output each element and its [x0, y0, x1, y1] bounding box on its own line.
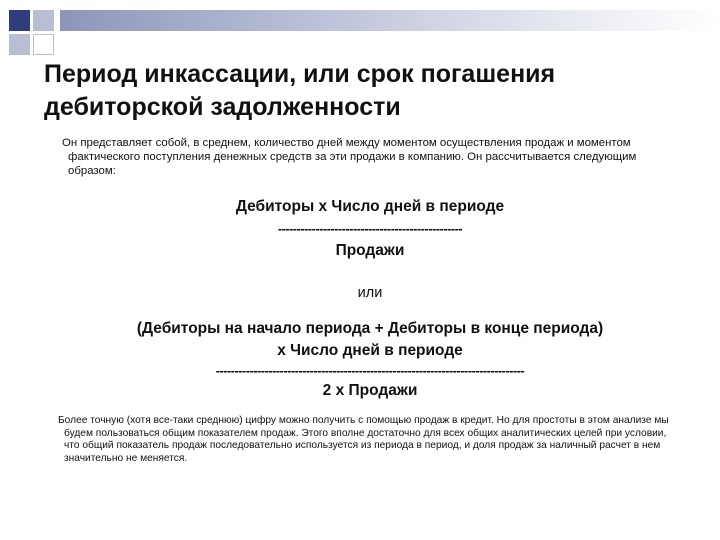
formula2-numerator-line1: (Дебиторы на начало периода + Дебиторы в конце периода)	[136, 320, 604, 337]
formula2-denominator: 2 х Продажи	[322, 382, 418, 399]
corner-square-navy	[9, 10, 30, 31]
formula1-denominator: Продажи	[335, 242, 405, 259]
corner-square-outline	[33, 34, 54, 55]
formula2-fraction-line: ----------------------------------------------------------------------------------	[215, 364, 525, 378]
formula1-fraction-line: -------------------------------------------------	[277, 222, 463, 236]
corner-square-gray	[9, 34, 30, 55]
or-separator: или	[357, 285, 383, 301]
outro-paragraph: Более точную (хотя все-таки среднюю) цифру можно получить с помощью продаж в кредит. Но для простоты в этом анализе мы будем пользоваться общим показателем продаж. Этого вполне достаточно для всех общих аналитических целей при условии, что общий показатель продаж последовательно используется из периода в период, и доля продаж за наличный расчет в нем значительно не меняется.	[58, 415, 669, 464]
slide-title: Период инкассации, или срок погашения дебиторской задолженности	[44, 60, 556, 121]
intro-paragraph: Он представляет собой, в среднем, количество дней между моментом осуществления продаж и моментом фактического поступления денежных средств за эти продажи в компанию. Он рассчитывается следующим образом:	[62, 137, 637, 177]
formula1-numerator: Дебиторы х Число дней в периоде	[235, 198, 505, 215]
formula2-numerator-line2: х Число дней в периоде	[277, 342, 463, 359]
corner-square-gray	[33, 10, 54, 31]
header-gradient-bar	[60, 10, 720, 31]
